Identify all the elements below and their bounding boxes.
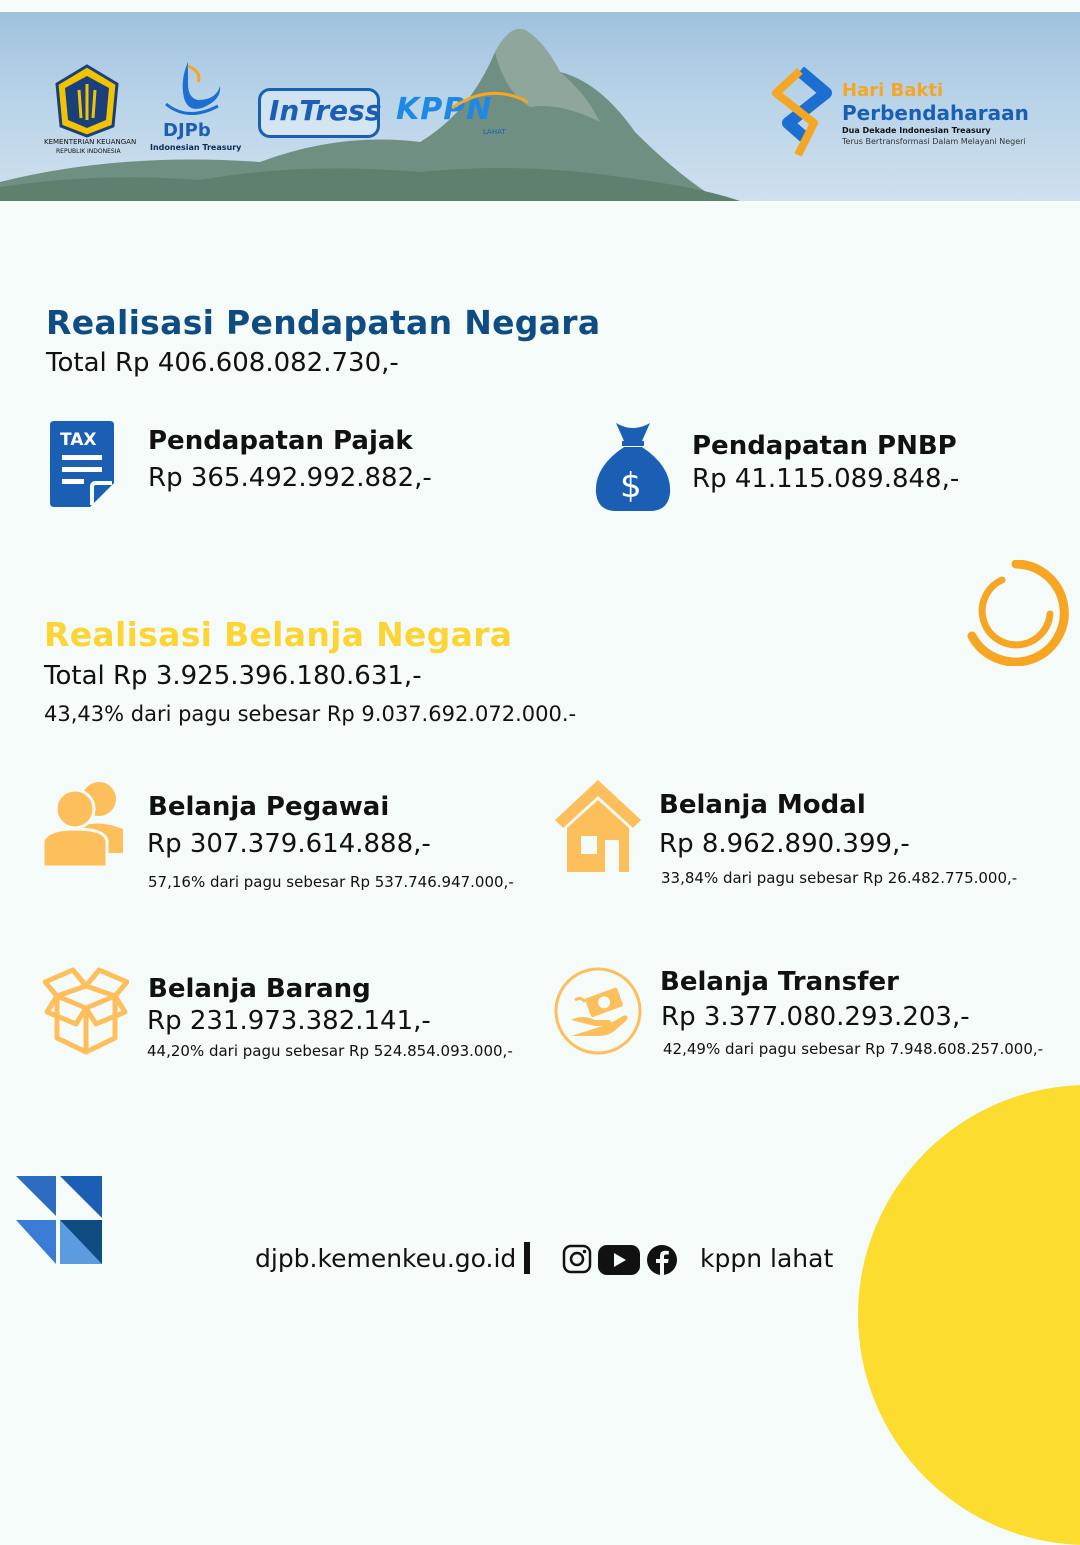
footer-separator [524,1242,530,1274]
event-title-line2: Perbendaharaan [842,101,1029,125]
pegawai-title: Belanja Pegawai [148,792,390,822]
kppn-logo-subtext: LAHAT [483,128,506,136]
people-icon [43,777,125,869]
instagram-icon[interactable] [562,1244,592,1274]
transfer-title: Belanja Transfer [660,967,899,997]
pendapatan-total: Total Rp 406.608.082.730,- [46,348,399,378]
barang-title: Belanja Barang [148,974,371,1004]
hand-money-icon [553,966,643,1056]
djpb-logo-subtext: Indonesian Treasury [150,143,242,152]
modal-value: Rp 8.962.890.399,- [659,829,910,859]
djpb-logo-icon [158,60,228,124]
pegawai-value: Rp 307.379.614.888,- [147,829,431,859]
kemenkeu-label: KEMENTERIAN KEUANGAN [44,138,137,146]
kppn-swoosh-icon [450,82,530,112]
pajak-title: Pendapatan Pajak [148,426,413,456]
youtube-icon[interactable] [598,1245,640,1275]
transfer-pct: 42,49% dari pagu sebesar Rp 7.948.608.257.000,- [663,1040,1044,1058]
event-tagline1: Dua Dekade Indonesian Treasury [842,126,991,135]
barang-pct: 44,20% dari pagu sebesar Rp 524.854.093.000,- [147,1042,513,1060]
modal-title: Belanja Modal [659,790,866,820]
tax-icon-label: TAX [60,430,97,450]
pajak-value: Rp 365.492.992.882,- [148,463,432,493]
djpb-triangles-icon [16,1176,102,1264]
belanja-total: Total Rp 3.925.396.180.631,- [44,661,422,691]
kemenkeu-emblem-icon [55,64,119,138]
pnbp-title: Pendapatan PNBP [692,431,957,461]
modal-pct: 33,84% dari pagu sebesar Rp 26.482.775.000,- [661,869,1018,887]
transfer-value: Rp 3.377.080.293.203,- [661,1002,970,1032]
yellow-circle-decoration [858,1085,1080,1545]
event-title-line1: Hari Bakti [842,80,944,101]
djpb-logo-text: DJPb [163,120,211,141]
kppn-logo-text: KPPN [396,92,493,127]
tax-document-icon [50,421,114,507]
kemenkeu-sublabel: REPUBLIK INDONESIA [56,148,121,155]
pendapatan-title: Realisasi Pendapatan Negara [46,303,601,342]
money-bag-symbol: $ [620,466,642,506]
house-icon [553,778,643,872]
footer-website-link[interactable]: djpb.kemenkeu.go.id [255,1244,517,1273]
hari-bakti-emblem-icon [770,67,832,159]
facebook-icon[interactable] [646,1244,678,1276]
footer-social-handle[interactable]: kppn lahat [700,1244,834,1273]
pnbp-value: Rp 41.115.089.848,- [692,464,960,494]
header-banner [0,12,1080,201]
pegawai-pct: 57,16% dari pagu sebesar Rp 537.746.947.000,- [148,873,514,891]
orange-ring-decoration-icon [962,560,1070,666]
belanja-title: Realisasi Belanja Negara [44,615,513,654]
money-bag-icon [594,421,672,511]
barang-value: Rp 231.973.382.141,- [147,1006,431,1036]
belanja-pagu: 43,43% dari pagu sebesar Rp 9.037.692.072.000.- [44,702,577,726]
event-tagline2: Terus Bertransformasi Dalam Melayani Negeri [842,137,1026,146]
intress-logo [258,88,380,138]
box-icon [43,966,129,1056]
intress-logo-text: InTress [269,94,382,127]
